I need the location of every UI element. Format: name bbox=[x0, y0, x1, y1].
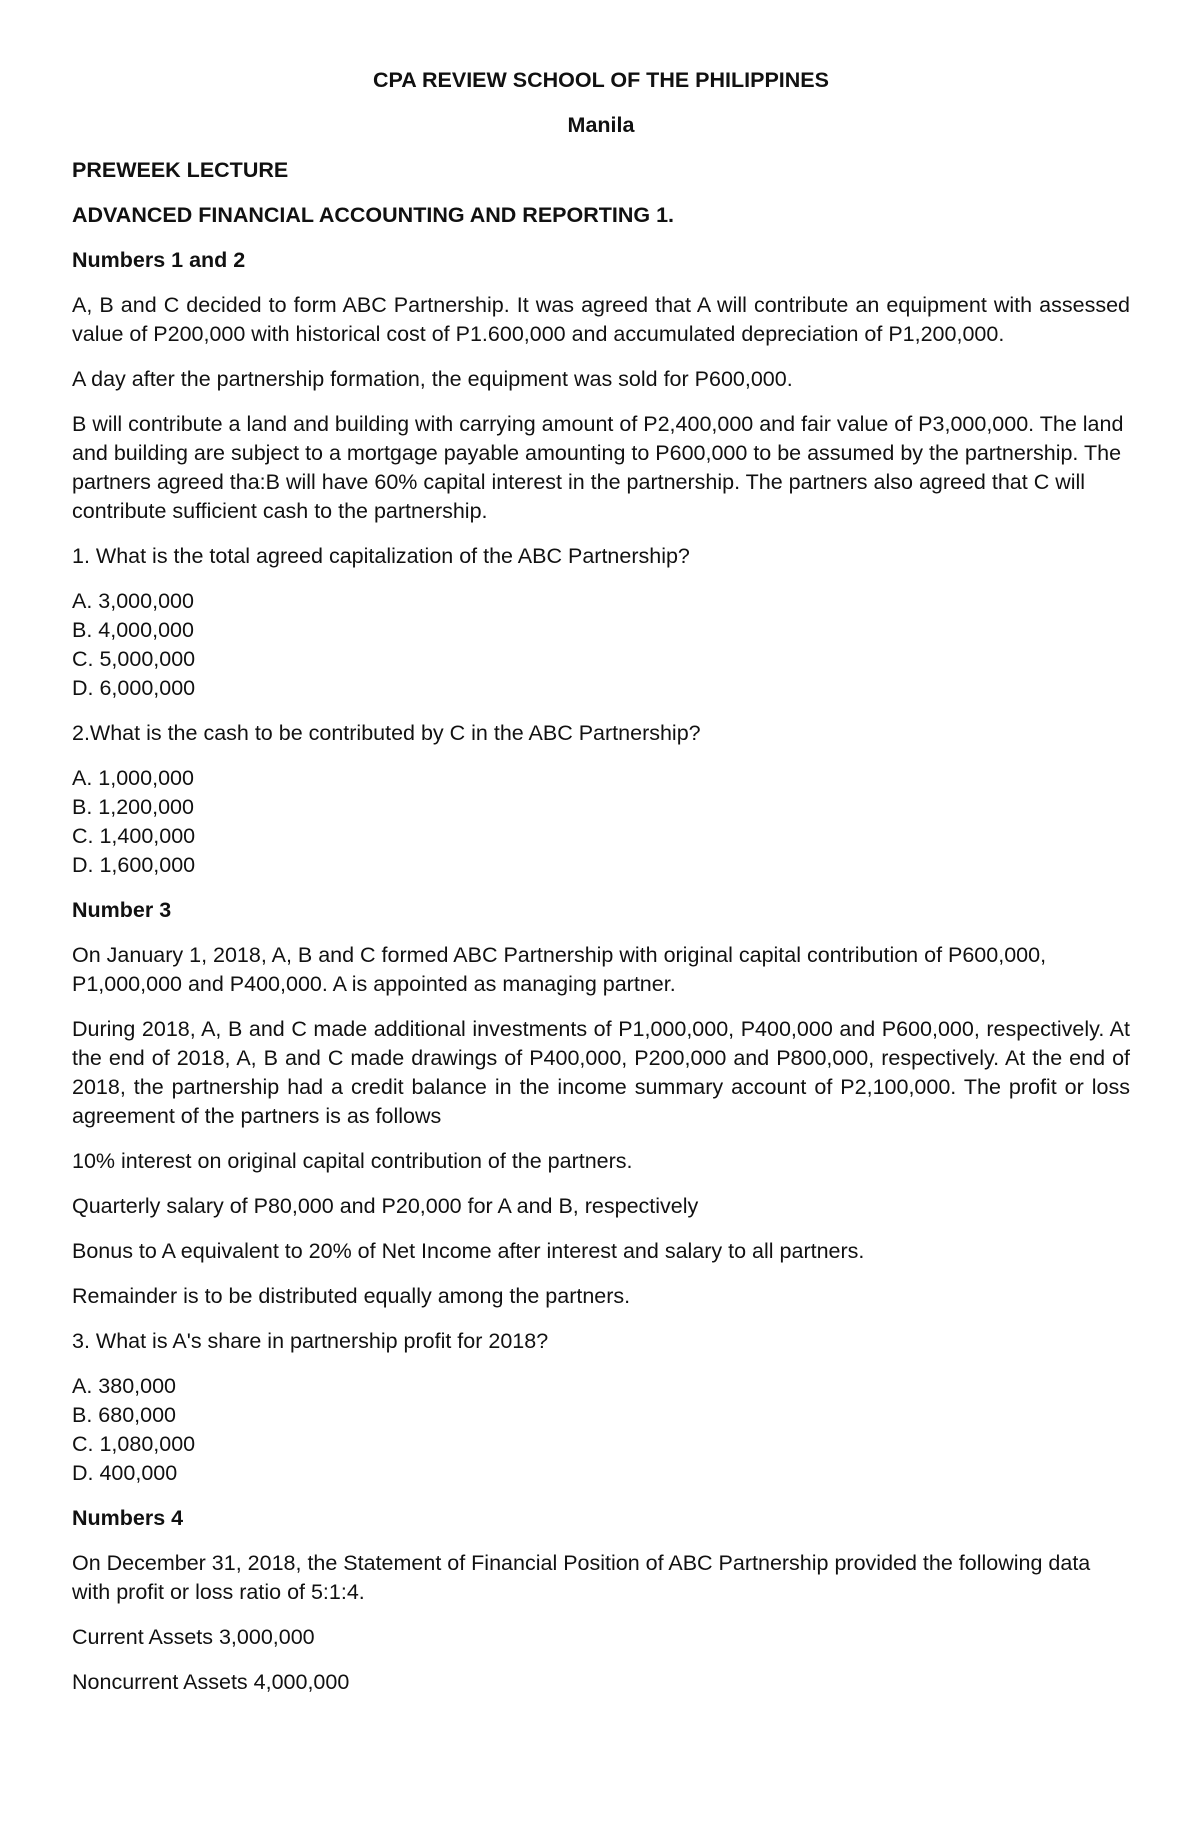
data-line: Current Assets 3,000,000 bbox=[72, 1625, 315, 1649]
school-name: CPA REVIEW SCHOOL OF THE PHILIPPINES bbox=[373, 68, 829, 92]
choice-item: B. 4,000,000 bbox=[72, 618, 194, 642]
question-2: 2.What is the cash to be contributed by C in the ABC Partnership? bbox=[72, 721, 701, 745]
agreement-term: Quarterly salary of P80,000 and P20,000 for A and B, respectively bbox=[72, 1194, 699, 1218]
choice-item: D. 6,000,000 bbox=[72, 676, 196, 700]
question-1: 1. What is the total agreed capitalization of the ABC Partnership? bbox=[72, 544, 690, 568]
data-line: Noncurrent Assets 4,000,000 bbox=[72, 1670, 350, 1694]
agreement-term: Remainder is to be distributed equally among the partners. bbox=[72, 1284, 631, 1308]
question-3: 3. What is A's share in partnership profit for 2018? bbox=[72, 1329, 549, 1353]
agreement-term: Bonus to A equivalent to 20% of Net Income after interest and salary to all partners. bbox=[72, 1239, 865, 1263]
paragraph: On December 31, 2018, the Statement of Financial Position of ABC Partnership provided the following data with profit or loss ratio of 5:1:4. bbox=[72, 1551, 1091, 1604]
question-3-choices bbox=[72, 1372, 1130, 1488]
lecture-title: PREWEEK LECTURE bbox=[72, 158, 289, 182]
document-page bbox=[72, 66, 1130, 1713]
choice-item: A. 380,000 bbox=[72, 1374, 177, 1398]
choice-item: C. 1,400,000 bbox=[72, 824, 196, 848]
paragraph: On January 1, 2018, A, B and C formed ABC Partnership with original capital contribution of P600,000, P1,000,000 and P400,000. A is appointed as managing partner. bbox=[72, 943, 1047, 996]
choice-item: A. 3,000,000 bbox=[72, 589, 194, 613]
section-heading-1-2: Numbers 1 and 2 bbox=[72, 248, 246, 272]
choice-item: A. 1,000,000 bbox=[72, 766, 194, 790]
paragraph: During 2018, A, B and C made additional investments of P1,000,000, P400,000 and P600,000, respectively. At the end of 2018, A, B and C made drawings of P400,000, P200,000 and P800,000, respectively. At the end of 2018, the partnership had a credit balance in the income summary account of P2,100,000. The profit or loss agreement of the partners is as follows bbox=[72, 1017, 1130, 1128]
subject-title: ADVANCED FINANCIAL ACCOUNTING AND REPORTING 1. bbox=[72, 203, 675, 227]
choice-item: C. 5,000,000 bbox=[72, 647, 196, 671]
choice-item: B. 680,000 bbox=[72, 1403, 177, 1427]
choice-item: D. 400,000 bbox=[72, 1461, 178, 1485]
question-2-choices bbox=[72, 764, 1130, 880]
paragraph: A, B and C decided to form ABC Partnership. It was agreed that A will contribute an equipment with assessed value of P200,000 with historical cost of P1.600,000 and accumulated depreciation of P1,200,000. bbox=[72, 293, 1130, 346]
choice-item: D. 1,600,000 bbox=[72, 853, 196, 877]
choice-item: B. 1,200,000 bbox=[72, 795, 194, 819]
section-heading-4: Numbers 4 bbox=[72, 1506, 184, 1530]
section-heading-3: Number 3 bbox=[72, 898, 172, 922]
paragraph: B will contribute a land and building with carrying amount of P2,400,000 and fair value of P3,000,000. The land and building are subject to a mortgage payable amounting to P600,000 to be assumed by the partnership. The partners agreed tha:B will have 60% capital interest in the partnership. The partners also agreed that C will contribute sufficient cash to the partnership. bbox=[72, 412, 1124, 523]
choice-item: C. 1,080,000 bbox=[72, 1432, 196, 1456]
paragraph: A day after the partnership formation, the equipment was sold for P600,000. bbox=[72, 367, 793, 391]
agreement-term: 10% interest on original capital contribution of the partners. bbox=[72, 1149, 633, 1173]
city-name: Manila bbox=[567, 113, 635, 137]
question-1-choices bbox=[72, 587, 1130, 703]
